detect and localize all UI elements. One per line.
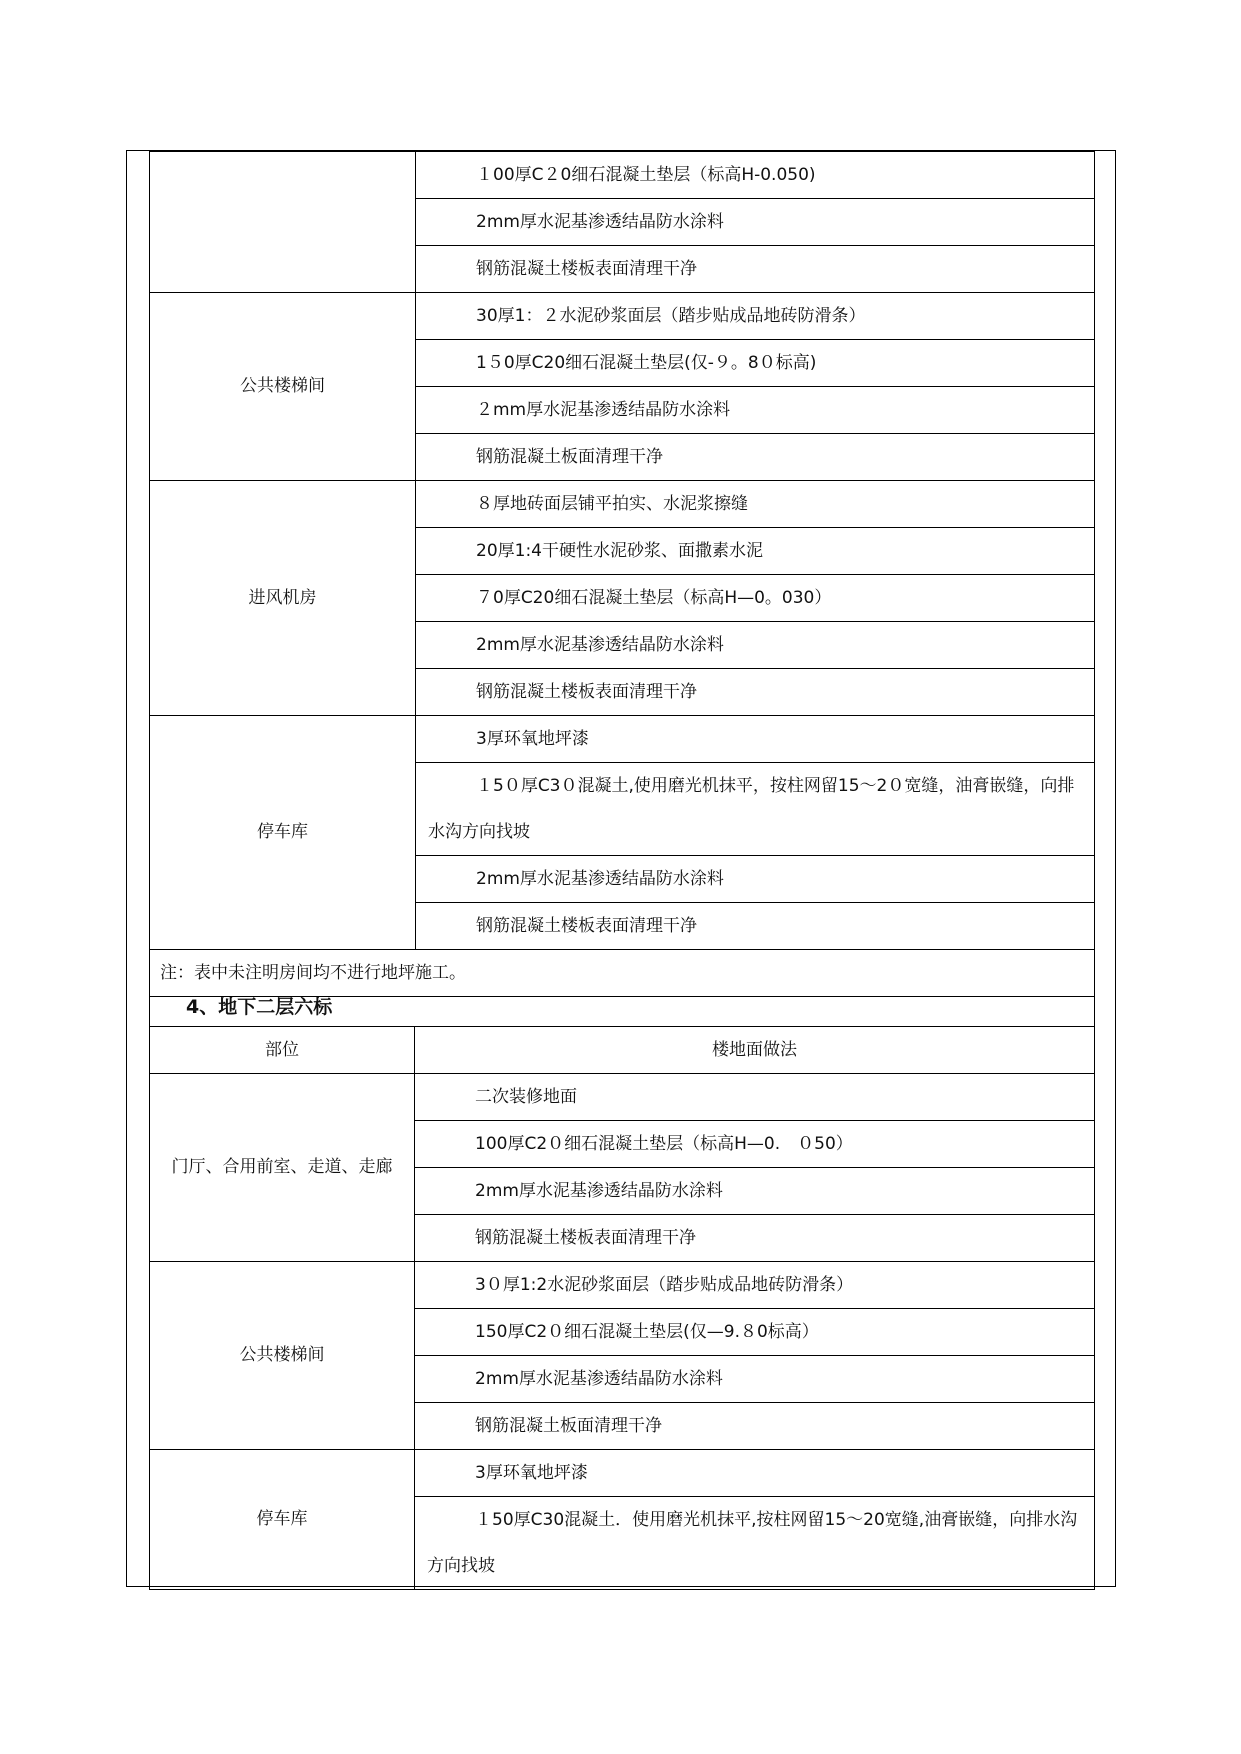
method-item: ２mm厚水泥基渗透结晶防水涂料 — [416, 387, 1095, 434]
location-cell: 公共楼梯间 — [150, 1262, 415, 1450]
method-item: 3厚环氧地坪漆 — [415, 1450, 1095, 1497]
table-row — [150, 1074, 1095, 1121]
method-item: 30厚1：２水泥砂浆面层（踏步贴成品地砖防滑条） — [416, 293, 1095, 340]
location-cell: 公共楼梯间 — [150, 293, 416, 481]
method-item: 钢筋混凝土楼板表面清理干净 — [416, 669, 1095, 716]
location-cell: 停车库 — [150, 1450, 415, 1590]
method-item: １00厚C２0细石混凝土垫层（标高H-0.050) — [416, 152, 1095, 199]
method-item: 3厚环氧地坪漆 — [416, 716, 1095, 763]
method-item: 二次装修地面 — [415, 1074, 1095, 1121]
method-item: 2mm厚水泥基渗透结晶防水涂料 — [415, 1168, 1095, 1215]
location-cell: 停车库 — [150, 716, 416, 950]
table-row — [150, 716, 1095, 763]
table-row — [150, 293, 1095, 340]
table-header-row — [150, 1027, 1095, 1074]
method-item: ７0厚C20细石混凝土垫层（标高H—0。030） — [416, 575, 1095, 622]
method-item: ８厚地砖面层铺平拍实、水泥浆擦缝 — [416, 481, 1095, 528]
location-cell — [150, 152, 416, 293]
method-item: 3０厚1:2水泥砂浆面层（踏步贴成品地砖防滑条） — [415, 1262, 1095, 1309]
column-header-method: 楼地面做法 — [415, 1027, 1095, 1074]
method-item: 100厚C2０细石混凝土垫层（标高H—0. ０50） — [415, 1121, 1095, 1168]
method-item: 钢筋混凝土楼板表面清理干净 — [416, 246, 1095, 293]
method-item: 2mm厚水泥基渗透结晶防水涂料 — [415, 1356, 1095, 1403]
section-heading: 4、地下二层六标 — [186, 996, 333, 1018]
table-row — [150, 950, 1095, 997]
location-cell: 进风机房 — [150, 481, 416, 716]
method-item: 钢筋混凝土楼板表面清理干净 — [416, 903, 1095, 950]
method-item: 2mm厚水泥基渗透结晶防水涂料 — [416, 622, 1095, 669]
method-item: 钢筋混凝土楼板表面清理干净 — [415, 1215, 1095, 1262]
method-item: 20厚1:4干硬性水泥砂浆、面撒素水泥 — [416, 528, 1095, 575]
floor-method-table-continued — [149, 151, 1095, 997]
method-item: 1５0厚C20细石混凝土垫层(仅-９。8０标高) — [416, 340, 1095, 387]
floor-method-table — [149, 1026, 1095, 1590]
table-note: 注：表中未注明房间均不进行地坪施工。 — [150, 950, 1095, 997]
method-item: １5０厚C3０混凝土,使用磨光机抹平，按柱网留15～2０宽缝，油膏嵌缝，向排水沟方向找坡 — [416, 763, 1095, 856]
table-row — [150, 152, 1095, 199]
method-item: １50厚C30混凝土．使用磨光机抹平,按柱网留15～20宽缝,油膏嵌缝，向排水沟方向找坡 — [415, 1497, 1095, 1590]
table-row — [150, 1450, 1095, 1497]
table-row — [150, 1262, 1095, 1309]
location-cell: 门厅、合用前室、走道、走廊 — [150, 1074, 415, 1262]
method-item: 2mm厚水泥基渗透结晶防水涂料 — [416, 199, 1095, 246]
method-item: 150厚C2０细石混凝土垫层(仅—9.８0标高） — [415, 1309, 1095, 1356]
method-item: 钢筋混凝土板面清理干净 — [416, 434, 1095, 481]
method-item: 钢筋混凝土板面清理干净 — [415, 1403, 1095, 1450]
method-item: 2mm厚水泥基渗透结晶防水涂料 — [416, 856, 1095, 903]
column-header-location: 部位 — [150, 1027, 415, 1074]
table-row — [150, 481, 1095, 528]
